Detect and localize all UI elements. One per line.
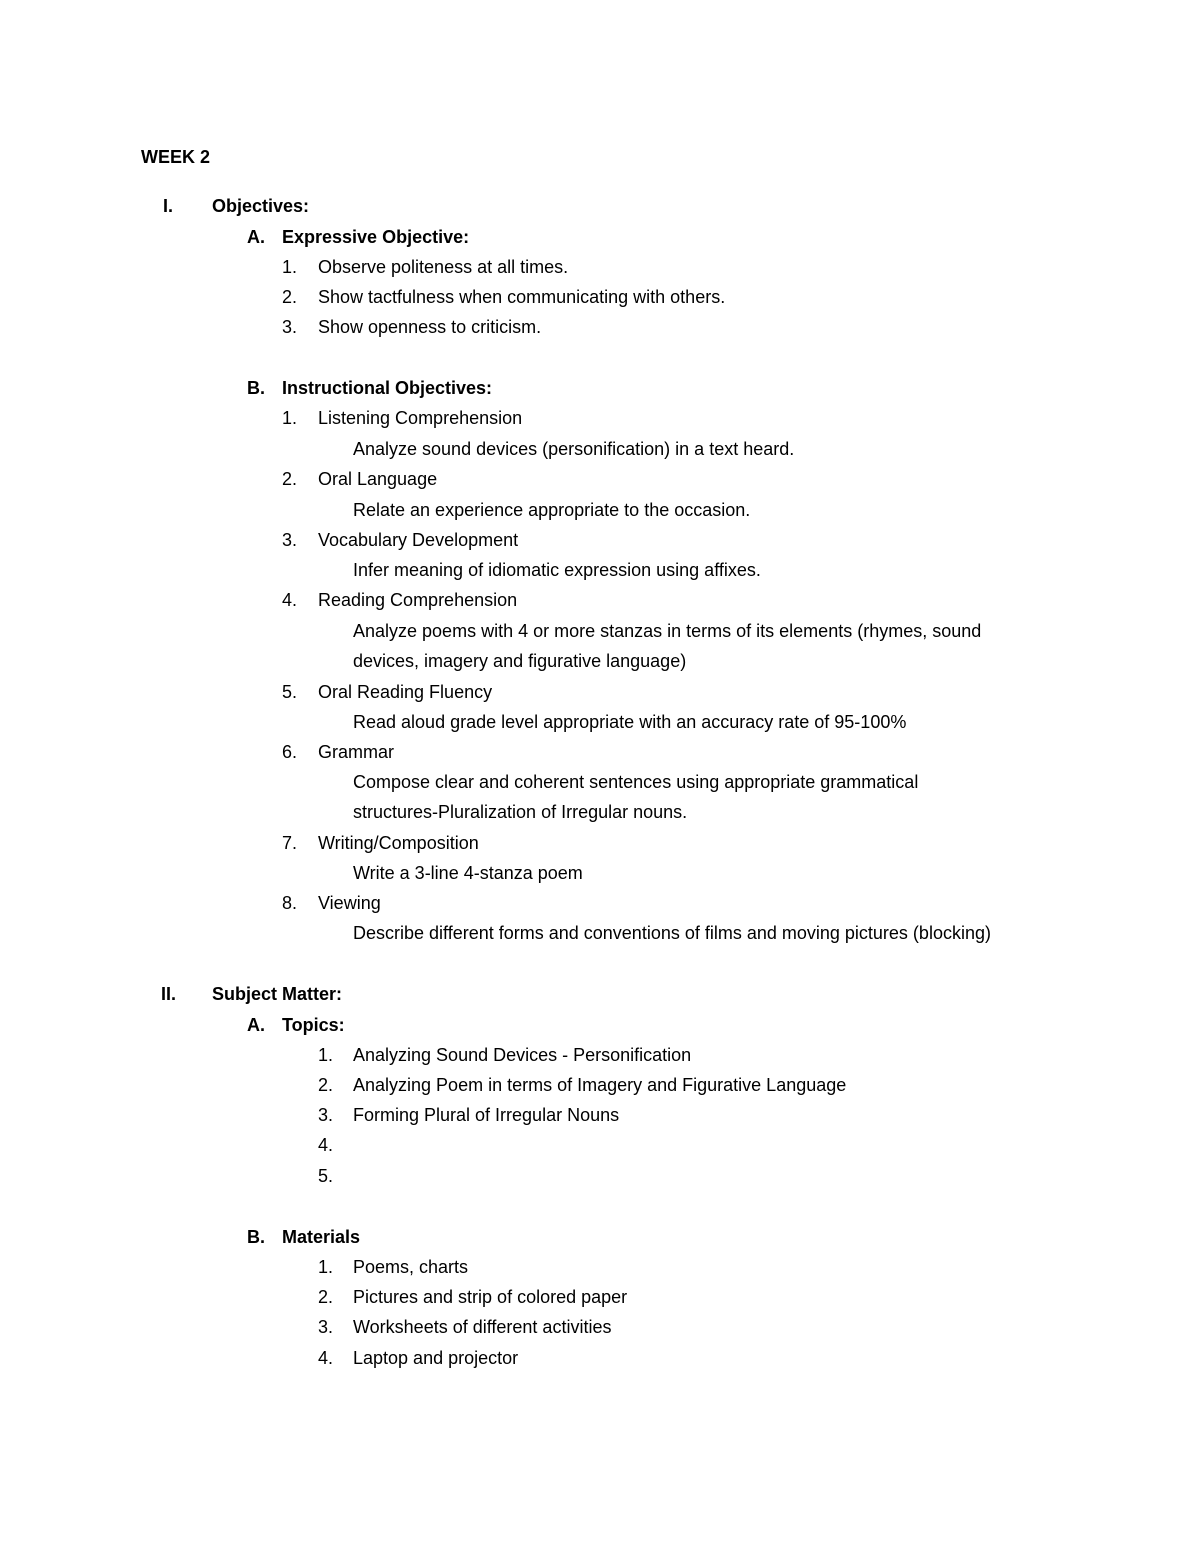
topics-heading: Topics: [282, 1015, 345, 1035]
objective-detail: Describe different forms and conventions of films and moving pictures (blocking) [353, 923, 991, 943]
list-number: 1. [318, 1257, 334, 1277]
objective-label: Oral Language [318, 469, 438, 489]
topic-item: Analyzing Sound Devices - Personification [353, 1045, 692, 1065]
expressive-objective-heading: Expressive Objective: [282, 227, 470, 247]
section-1-heading: Objectives: [212, 196, 310, 216]
material-item: Worksheets of different activities [353, 1317, 612, 1337]
material-item: Laptop and projector [353, 1348, 519, 1368]
list-number: 5. [318, 1166, 334, 1186]
material-item: Poems, charts [353, 1257, 469, 1277]
list-number: 3. [282, 530, 298, 550]
objective-label: Listening Comprehension [318, 408, 523, 428]
list-number: 7. [282, 833, 298, 853]
section-2-heading: Subject Matter: [212, 984, 343, 1004]
list-number: 1. [282, 257, 298, 277]
list-number: 2. [282, 469, 298, 489]
document-title: WEEK 2 [141, 147, 211, 167]
list-number: 3. [318, 1317, 334, 1337]
instructional-objectives-heading: Instructional Objectives: [282, 378, 493, 398]
objective-detail: Infer meaning of idiomatic expression using affixes. [353, 560, 761, 580]
list-number: 2. [318, 1287, 334, 1307]
topic-item: Forming Plural of Irregular Nouns [353, 1105, 620, 1125]
list-number: 6. [282, 742, 298, 762]
list-number: 4. [318, 1135, 334, 1155]
objective-label: Grammar [318, 742, 394, 762]
list-number: 2. [318, 1075, 334, 1095]
materials-heading: Materials [282, 1227, 361, 1247]
section-1-numeral: I. [163, 196, 174, 216]
objective-detail: Analyze poems with 4 or more stanzas in terms of its elements (rhymes, sound [353, 621, 982, 641]
topic-item: Analyzing Poem in terms of Imagery and Figurative Language [353, 1075, 847, 1095]
objective-detail: Write a 3-line 4-stanza poem [353, 863, 583, 883]
objective-detail: Analyze sound devices (personification) in a text heard. [353, 439, 795, 459]
objective-detail: structures-Pluralization of Irregular nouns. [353, 802, 688, 822]
instructional-objectives-letter: B. [247, 378, 265, 398]
list-number: 8. [282, 893, 298, 913]
objective-detail: Compose clear and coherent sentences using appropriate grammatical [353, 772, 919, 792]
list-number: 3. [318, 1105, 334, 1125]
list-number: 3. [282, 317, 298, 337]
objective-label: Oral Reading Fluency [318, 682, 493, 702]
list-item: Show tactfulness when communicating with others. [318, 287, 726, 307]
material-item: Pictures and strip of colored paper [353, 1287, 628, 1307]
topics-letter: A. [247, 1015, 265, 1035]
section-2-numeral: II. [161, 984, 177, 1004]
list-number: 1. [282, 408, 298, 428]
expressive-objective-letter: A. [247, 227, 265, 247]
objective-label: Vocabulary Development [318, 530, 519, 550]
list-number: 4. [282, 590, 298, 610]
objective-detail: devices, imagery and figurative language) [353, 651, 687, 671]
list-number: 1. [318, 1045, 334, 1065]
objective-label: Reading Comprehension [318, 590, 518, 610]
list-item: Observe politeness at all times. [318, 257, 569, 277]
objective-label: Viewing [318, 893, 381, 913]
list-number: 5. [282, 682, 298, 702]
list-number: 2. [282, 287, 298, 307]
objective-detail: Read aloud grade level appropriate with an accuracy rate of 95-100% [353, 712, 907, 732]
objective-detail: Relate an experience appropriate to the occasion. [353, 500, 751, 520]
list-item: Show openness to criticism. [318, 317, 542, 337]
materials-letter: B. [247, 1227, 265, 1247]
list-number: 4. [318, 1348, 334, 1368]
objective-label: Writing/Composition [318, 833, 479, 853]
